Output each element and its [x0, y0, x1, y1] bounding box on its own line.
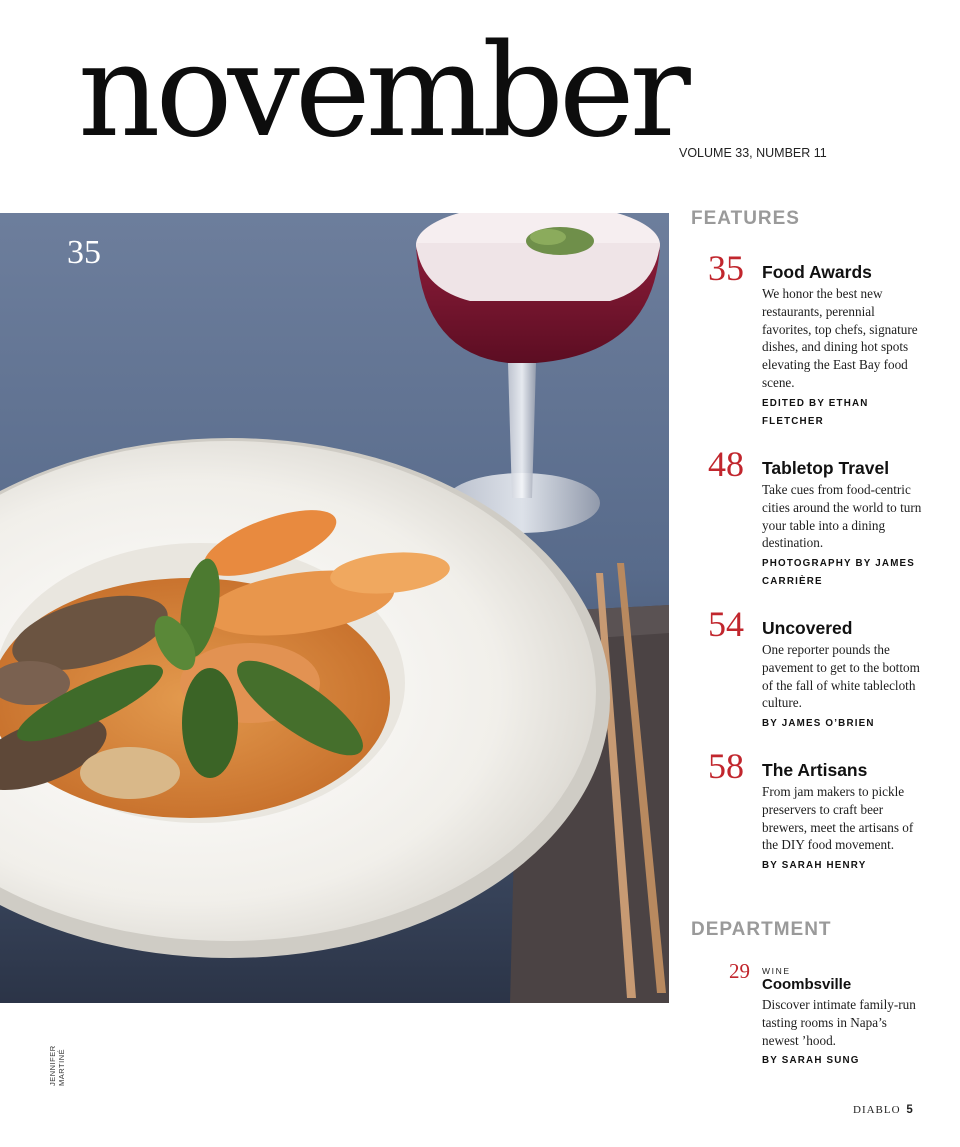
folio-page-number: 5: [906, 1104, 913, 1116]
feature-description: [762, 783, 922, 875]
feature-title[interactable]: Uncovered: [762, 618, 853, 638]
page-footer: [853, 1104, 913, 1116]
department-page-number: 29: [729, 959, 750, 983]
magazine-name: DIABLO: [853, 1104, 901, 1116]
food-photo-illustration: [0, 213, 669, 1003]
department-title[interactable]: Coombsville: [762, 976, 852, 993]
feature-title[interactable]: The Artisans: [762, 760, 868, 780]
photo-credit: JENNIFER MARTINÉ: [48, 1045, 66, 1086]
department-description-text: Discover intimate family-run tasting rooms in Napa’s newest ’hood.: [762, 997, 916, 1048]
features-heading: FEATURES: [691, 208, 800, 229]
feature-page-number: 58: [708, 746, 744, 786]
department-description: [762, 996, 922, 1070]
feature-byline: EDITED BY ETHAN FLETCHER: [762, 397, 869, 427]
feature-description-text: Take cues from food-centric cities around the world to turn your table into a dining destination.: [762, 482, 922, 551]
volume-issue: VOLUME 33, NUMBER 11: [679, 146, 827, 160]
feature-description: [762, 641, 922, 733]
feature-page-number: 35: [708, 248, 744, 288]
feature-photo: [0, 213, 669, 1003]
feature-byline: BY SARAH HENRY: [762, 860, 867, 872]
feature-byline: BY JAMES O’BRIEN: [762, 718, 875, 730]
masthead-title: november: [78, 17, 686, 166]
feature-page-number: 54: [708, 604, 744, 644]
feature-page-number: 48: [708, 444, 744, 484]
feature-byline: PHOTOGRAPHY BY JAMES CARRIÈRE: [762, 558, 916, 588]
feature-description-text: From jam makers to pickle preservers to craft beer brewers, meet the artisans of the DIY food movement.: [762, 784, 914, 853]
department-heading: DEPARTMENT: [691, 919, 832, 940]
department-category: WINE: [762, 966, 791, 976]
feature-description: [762, 285, 922, 431]
feature-description-text: One reporter pounds the pavement to get to the bottom of the fall of white tablecloth culture.: [762, 642, 920, 711]
feature-description-text: We honor the best new restaurants, perennial favorites, top chefs, signature dishes, and dining hot spots elevating the East Bay food scene.: [762, 286, 918, 390]
feature-description: [762, 481, 922, 591]
department-byline: BY SARAH SUNG: [762, 1055, 860, 1067]
feature-title[interactable]: Food Awards: [762, 262, 872, 282]
feature-title[interactable]: Tabletop Travel: [762, 458, 890, 478]
photo-page-number: 35: [67, 234, 101, 271]
